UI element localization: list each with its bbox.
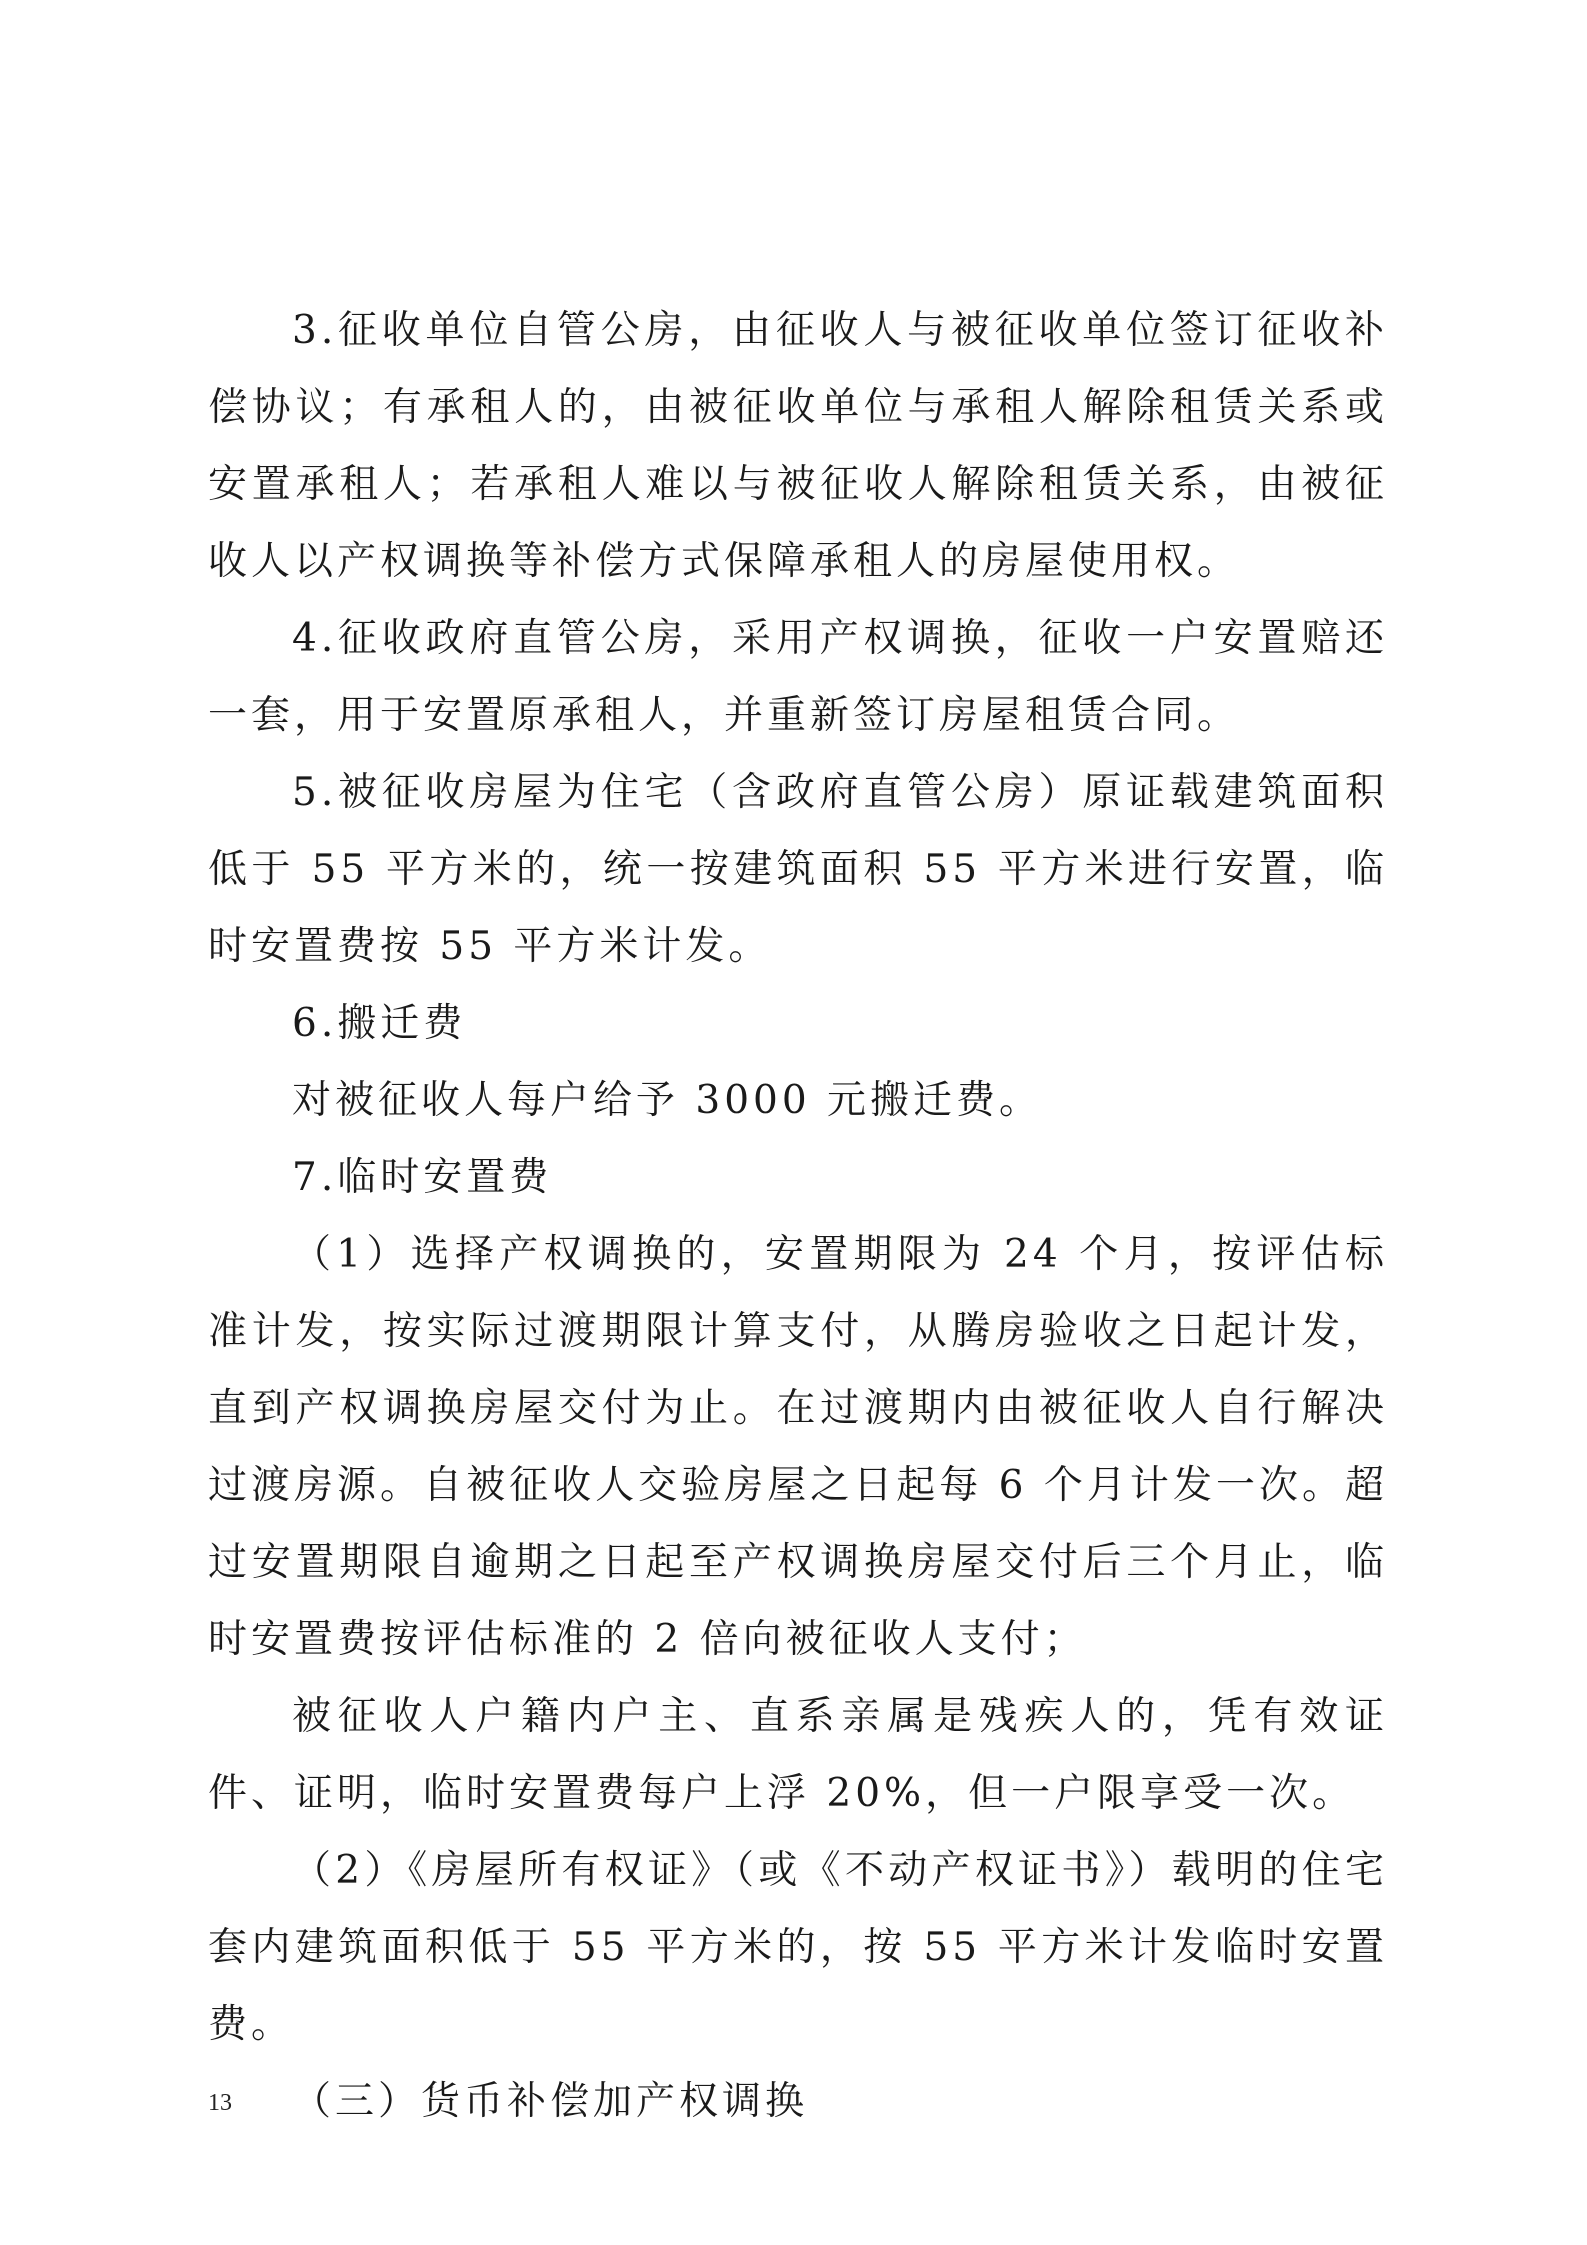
paragraph-5-minimum-area: 5.被征收房屋为住宅（含政府直管公房）原证载建筑面积低于 55 平方米的，统一按建筑面积 55 平方米进行安置，临时安置费按 55 平方米计发。	[208, 770, 1388, 969]
page-number: 13	[208, 2090, 232, 2116]
heading-6-moving-fee: 6.搬迁费	[292, 1001, 467, 1046]
paragraph-3-self-managed-housing: 3.征收单位自管公房，由征收人与被征收单位签订征收补偿协议；有承租人的，由被征收单位与承租人解除租赁关系或安置承租人；若承租人难以与被征收人解除租赁关系，由被征收人以产权调换等补偿方式保障承租人的房屋使用权。	[208, 308, 1388, 584]
paragraph-7-1-property-exchange: （1）选择产权调换的，安置期限为 24 个月，按评估标准计发，按实际过渡期限计算支付，从腾房验收之日起计发，直到产权调换房屋交付为止。在过渡期内由被征收人自行解决过渡房源。自被征收人交验房屋之日起每 6 个月计发一次。超过安置期限自逾期之日起至产权调换房屋交付后三个月止，临时安置费按评估标准的 2 倍向被征收人支付；	[208, 1232, 1388, 1662]
heading-section-3-monetary-plus-exchange: （三）货币补偿加产权调换	[292, 2079, 809, 2124]
paragraph-moving-fee-amount: 对被征收人每户给予 3000 元搬迁费。	[292, 1078, 1043, 1123]
document-body	[208, 292, 1388, 2140]
paragraph-7-2-minimum-area-fee: （2）《房屋所有权证》（或《不动产权证书》）载明的住宅套内建筑面积低于 55 平方米的，按 55 平方米计发临时安置费。	[208, 1848, 1388, 2047]
paragraph-disability-bonus: 被征收人户籍内户主、直系亲属是残疾人的，凭有效证件、证明，临时安置费每户上浮 20%，但一户限享受一次。	[208, 1694, 1388, 1816]
heading-7-temporary-resettlement-fee: 7.临时安置费	[292, 1155, 553, 1200]
paragraph-4-government-housing: 4.征收政府直管公房，采用产权调换，征收一户安置赔还一套，用于安置原承租人，并重新签订房屋租赁合同。	[208, 616, 1388, 738]
